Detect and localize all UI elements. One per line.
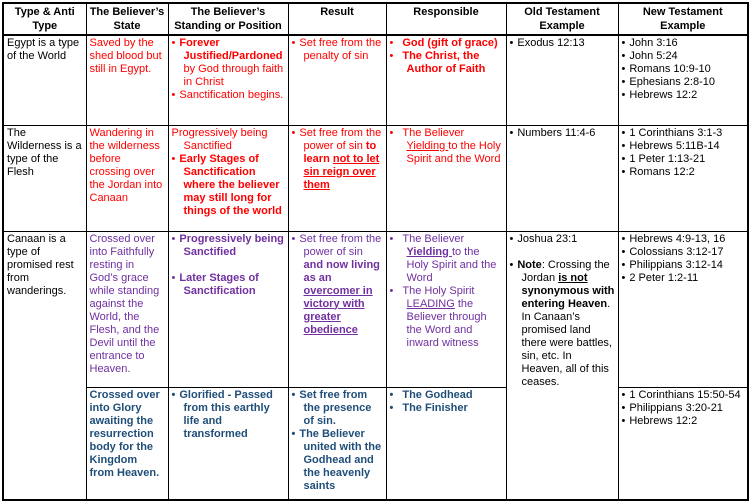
list-item: Wandering in the wilderness before crossing over the Jordan into Canaan: [89, 126, 163, 204]
header-standing-position: The Believer’s Standing or Position: [168, 3, 288, 35]
cell-wilderness-result: [288, 125, 386, 231]
list-item: • Philippians 3:20-21: [621, 401, 723, 414]
bullet-icon: •: [621, 63, 626, 75]
list-item: • Progressively being Sanctified: [171, 232, 284, 258]
bullet-icon: •: [621, 165, 626, 178]
cell-egypt-standing: [168, 35, 288, 125]
cell-egypt-ot-example: [506, 35, 618, 125]
cell-wilderness-responsible: [386, 125, 506, 231]
list-item: • The Believer united with the Godhead and the heavenly saints: [291, 427, 382, 492]
list-item: • John 5:24: [621, 50, 678, 62]
list-item: • The Christ, the Author of Faith: [389, 50, 486, 75]
list-item: • Romans 12:2: [621, 165, 695, 178]
list-item: Progressively being Sanctified: [171, 126, 268, 152]
bullet-icon: •: [171, 388, 176, 401]
list-item: • Later Stages of Sanctification: [171, 271, 259, 297]
header-new-testament-example: New Testament Example: [618, 3, 748, 35]
list-item: • God (gift of grace): [389, 37, 498, 49]
bullet-icon: •: [171, 89, 176, 101]
believer-typology-table: [2, 2, 749, 501]
row-canaan-glory: [3, 387, 748, 500]
bullet-icon: •: [171, 232, 176, 245]
list-item: • 1 Peter 1:13-21: [621, 152, 706, 165]
bullet-icon: •: [621, 388, 626, 401]
bullet-icon: •: [389, 401, 394, 414]
bullet-icon: •: [621, 50, 626, 62]
bullet-icon: •: [621, 126, 626, 139]
list-item: • Exodus 12:13: [509, 37, 585, 49]
header-believers-state: The Believer’s State: [86, 3, 168, 35]
bullet-icon: •: [621, 76, 626, 88]
cell-egypt-responsible: [386, 35, 506, 125]
bullet-icon: •: [621, 139, 626, 152]
list-item: • Hebrews 12:2: [621, 89, 698, 101]
bullet-icon: •: [621, 414, 626, 427]
bullet-icon: •: [291, 37, 296, 49]
list-item: • Sanctification begins.: [171, 89, 284, 101]
bullet-icon: •: [621, 89, 626, 101]
cell-wilderness-standing: [168, 125, 288, 231]
list-item: • Glorified - Passed from this earthly life and transformed: [171, 388, 273, 440]
cell-canaan-glory-responsible: [386, 387, 506, 500]
list-item: • Note: Crossing the Jordan is not synonymous with entering Heaven. In Canaan’s promised land there were battles, sin, etc. In Heaven, all of this ceases.: [509, 258, 615, 388]
bullet-icon: •: [171, 152, 176, 165]
cell-egypt-nt-example: [618, 35, 748, 125]
bullet-icon: •: [621, 232, 626, 245]
cell-canaan-type: [3, 231, 86, 500]
list-item: • Ephesians 2:8-10: [621, 76, 715, 88]
row-canaan-rest: [3, 231, 748, 387]
bullet-icon: •: [291, 427, 296, 440]
header-result: Result: [288, 3, 386, 35]
header-old-testament-example: Old Testament Example: [506, 3, 618, 35]
list-item: Egypt is a type of the World: [7, 37, 80, 62]
bullet-icon: •: [291, 388, 296, 401]
header-row: [3, 3, 748, 35]
list-item: • Set free from the power of sin to learn not to let sin reign over them: [291, 126, 382, 191]
list-item: • Romans 10:9-10: [621, 63, 711, 75]
cell-canaan-glory-standing: [168, 387, 288, 500]
list-item: • Colossians 3:12-17: [621, 245, 724, 258]
bullet-icon: •: [171, 271, 176, 284]
list-item: • The Godhead: [389, 388, 473, 401]
list-item: • The Believer Yielding to the Holy Spirit and the Word: [389, 126, 501, 165]
cell-egypt-result: [288, 35, 386, 125]
row-egypt: [3, 35, 748, 125]
list-item: • Joshua 23:1: [509, 232, 578, 245]
bullet-icon: •: [291, 126, 296, 139]
list-item: Crossed over into Glory awaiting the resurrection body for the Kingdom from Heaven.: [89, 388, 160, 479]
row-wilderness: [3, 125, 748, 231]
cell-canaan-glory-nt-example: [618, 387, 748, 500]
bullet-icon: •: [621, 401, 626, 414]
bullet-icon: •: [389, 388, 394, 401]
bullet-icon: •: [509, 232, 514, 245]
list-item: • Hebrews 4:9-13, 16: [621, 232, 726, 245]
cell-canaan-rest-nt-example: [618, 231, 748, 387]
list-item: • 2 Peter 1:2-11: [621, 271, 699, 284]
list-item: Canaan is a type of promised rest from wanderings.: [7, 232, 74, 297]
bullet-icon: •: [389, 232, 394, 245]
cell-canaan-glory-result: [288, 387, 386, 500]
list-item: Saved by the shed blood but still in Egypt.: [89, 37, 162, 75]
bullet-icon: •: [389, 284, 394, 297]
bullet-icon: •: [509, 126, 514, 139]
list-item: • Hebrews 12:2: [621, 414, 698, 427]
bullet-icon: •: [621, 271, 626, 284]
list-item: • The Believer Yielding to the Holy Spirit and the Word: [389, 232, 497, 284]
list-item: • Forever Justified/Pardoned by God through faith in Christ: [171, 37, 284, 88]
cell-canaan-rest-result: [288, 231, 386, 387]
bullet-icon: •: [621, 245, 626, 258]
list-item: • John 3:16: [621, 37, 678, 49]
list-item: • 1 Corinthians 3:1-3: [621, 126, 723, 139]
cell-canaan-ot-example: [506, 231, 618, 500]
list-item: • The Holy Spirit LEADING the Believer through the Word and inward witness: [389, 284, 487, 349]
cell-wilderness-ot-example: [506, 125, 618, 231]
cell-canaan-rest-state: [86, 231, 168, 387]
list-item: Crossed over into Faithfully resting in God’s grace while standing against the World, the Flesh, and the Devil until the entrance to Heaven.: [89, 232, 160, 375]
list-item: • Set free from the penalty of sin: [291, 37, 382, 62]
list-item: • The Finisher: [389, 401, 468, 414]
bullet-icon: •: [389, 50, 394, 62]
list-item: • 1 Corinthians 15:50-54: [621, 388, 741, 401]
cell-canaan-rest-responsible: [386, 231, 506, 387]
list-item: • Philippians 3:12-14: [621, 258, 723, 271]
cell-egypt-state: [86, 35, 168, 125]
cell-wilderness-type: [3, 125, 86, 231]
list-item: • Hebrews 5:11B-14: [621, 139, 720, 152]
bullet-icon: •: [509, 258, 514, 271]
bullet-icon: •: [621, 258, 626, 271]
list-item: The Wilderness is a type of the Flesh: [7, 126, 82, 178]
header-type-anti-type: Type & Anti Type: [3, 3, 86, 35]
list-item: • Numbers 11:4-6: [509, 126, 596, 139]
bullet-icon: •: [171, 37, 176, 49]
bullet-icon: •: [621, 37, 626, 49]
bullet-icon: •: [389, 126, 394, 139]
cell-wilderness-nt-example: [618, 125, 748, 231]
header-responsible: Responsible: [386, 3, 506, 35]
cell-egypt-type: [3, 35, 86, 125]
list-item: • Set free from the presence of sin.: [291, 388, 372, 427]
bullet-icon: •: [291, 232, 296, 245]
bullet-icon: •: [621, 152, 626, 165]
list-item: • Set free from the power of sin and now living as an overcomer in victory with greater obedience: [291, 232, 382, 336]
cell-canaan-rest-standing: [168, 231, 288, 387]
list-item: • Early Stages of Sanctification where the believer may still long for things of the world: [171, 152, 282, 217]
bullet-icon: •: [389, 37, 394, 49]
cell-wilderness-state: [86, 125, 168, 231]
cell-canaan-glory-state: [86, 387, 168, 500]
bullet-icon: •: [509, 37, 514, 49]
